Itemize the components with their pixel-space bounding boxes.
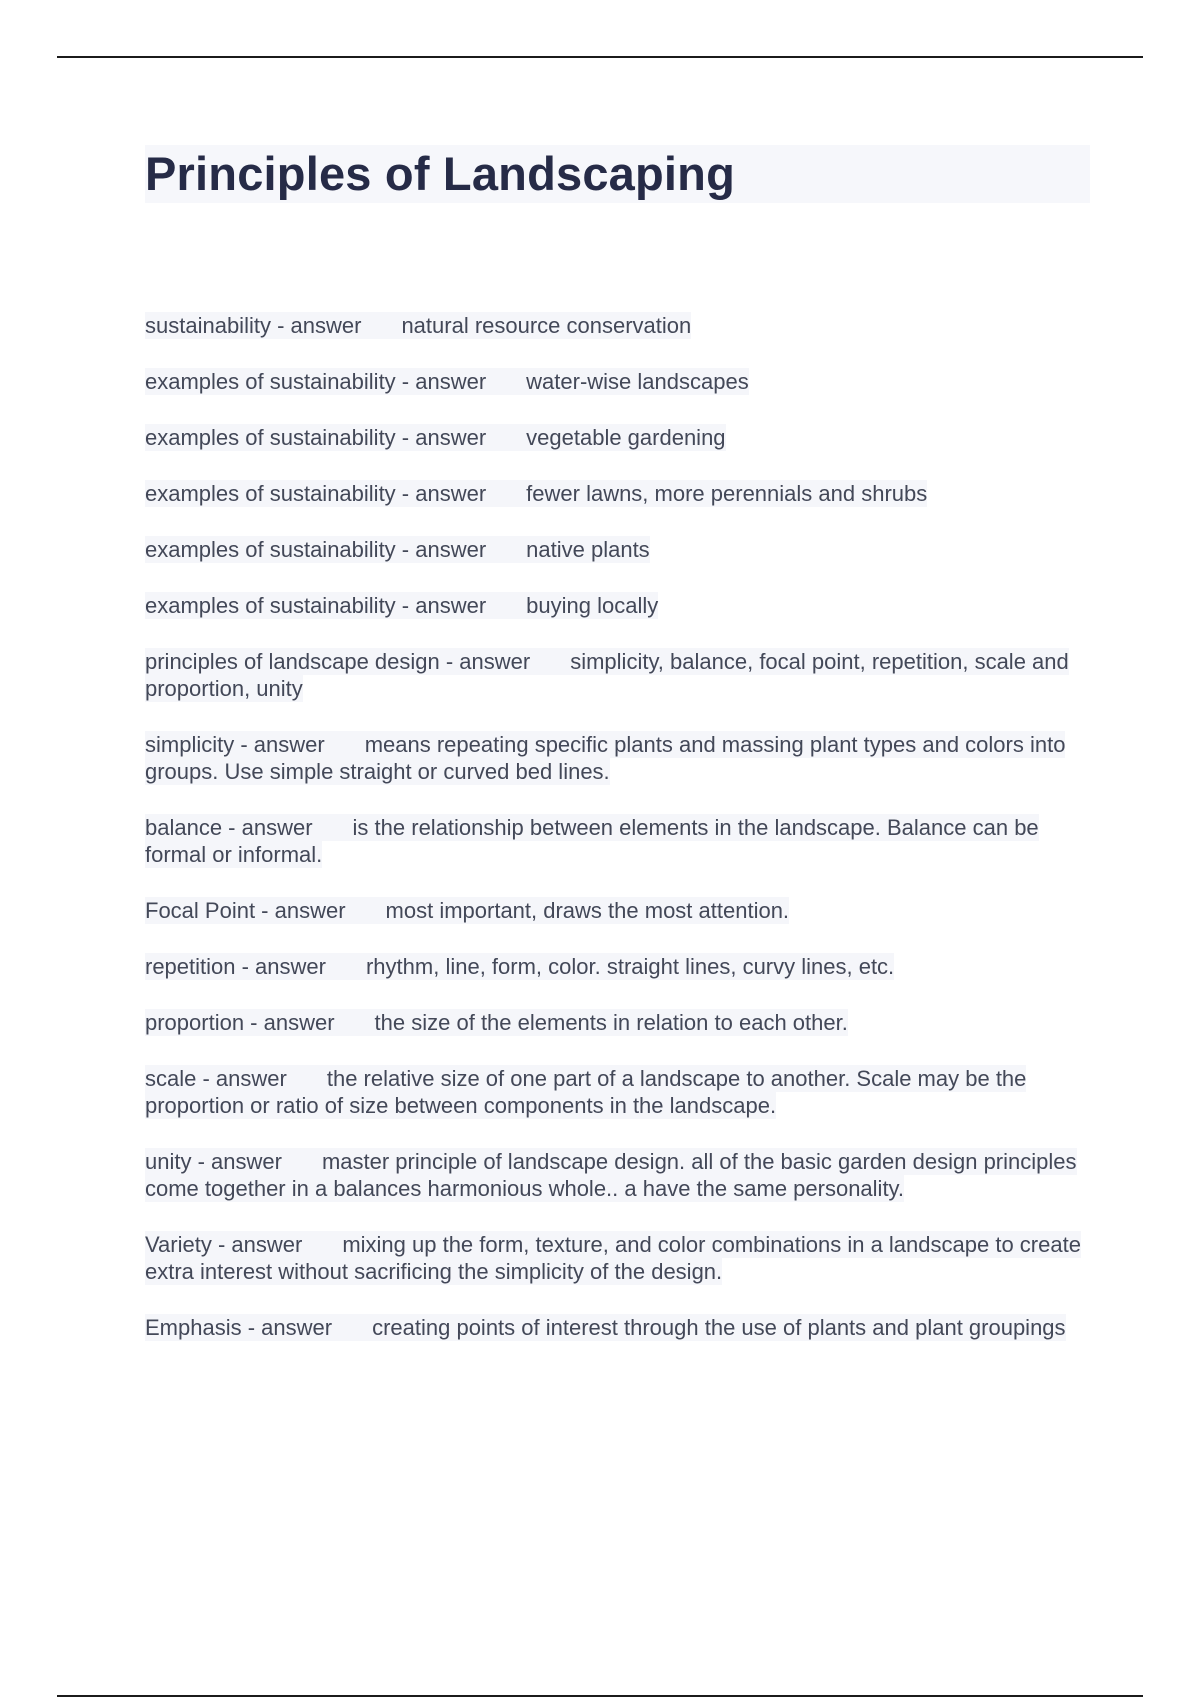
flashcard <box>145 480 1085 507</box>
flashcard-term: examples of sustainability - answer <box>145 481 487 506</box>
flashcard <box>145 368 1085 395</box>
flashcard <box>145 953 1085 980</box>
flashcard <box>145 897 1085 924</box>
flashcard <box>145 1231 1085 1285</box>
flashcard-term: proportion - answer <box>145 1010 335 1035</box>
flashcard-term: Emphasis - answer <box>145 1315 333 1340</box>
page-title: Principles of Landscaping <box>145 147 735 200</box>
flashcard <box>145 592 1085 619</box>
flashcard-definition: mixing up the form, texture, and color combinations in a landscape to create extra interest without sacrificing the simplicity of the design. <box>145 1232 1081 1284</box>
flashcard-term: Focal Point - answer <box>145 898 346 923</box>
flashcard <box>145 731 1085 785</box>
flashcard-definition: buying locally <box>526 593 659 618</box>
flashcard-term: unity - answer <box>145 1149 282 1174</box>
flashcard <box>145 312 1085 339</box>
flashcard-term: principles of landscape design - answer <box>145 649 531 674</box>
flashcard-definition: natural resource conservation <box>401 313 692 338</box>
flashcard-definition: water-wise landscapes <box>526 369 749 394</box>
flashcard-definition: vegetable gardening <box>526 425 726 450</box>
flashcard-list <box>145 312 1085 1370</box>
flashcard-term: examples of sustainability - answer <box>145 593 487 618</box>
flashcard-definition: master principle of landscape design. all of the basic garden design principles come together in a balances harmonious whole.. a have the same personality. <box>145 1149 1077 1201</box>
flashcard <box>145 536 1085 563</box>
flashcard-definition: fewer lawns, more perennials and shrubs <box>526 481 928 506</box>
flashcard-term: Variety - answer <box>145 1232 303 1257</box>
flashcard <box>145 1314 1085 1341</box>
flashcard-term: balance - answer <box>145 815 313 840</box>
flashcard <box>145 424 1085 451</box>
flashcard <box>145 1009 1085 1036</box>
flashcard-term: examples of sustainability - answer <box>145 425 487 450</box>
flashcard-definition: the relative size of one part of a landscape to another. Scale may be the proportion or ratio of size between components in the landscape. <box>145 1066 1027 1118</box>
flashcard-definition: means repeating specific plants and massing plant types and colors into groups. Use simple straight or curved bed lines. <box>145 732 1066 784</box>
flashcard-term: repetition - answer <box>145 954 326 979</box>
flashcard-definition: native plants <box>526 537 650 562</box>
flashcard-term: examples of sustainability - answer <box>145 537 487 562</box>
bottom-rule <box>57 1695 1143 1697</box>
flashcard-definition: most important, draws the most attention. <box>385 898 790 923</box>
flashcard <box>145 1148 1085 1202</box>
flashcard <box>145 1065 1085 1119</box>
flashcard-definition: simplicity, balance, focal point, repetition, scale and proportion, unity <box>145 649 1069 701</box>
flashcard-term: sustainability - answer <box>145 313 362 338</box>
flashcard-term: scale - answer <box>145 1066 287 1091</box>
flashcard-definition: the size of the elements in relation to each other. <box>374 1010 848 1035</box>
flashcard <box>145 648 1085 702</box>
flashcard-definition: is the relationship between elements in the landscape. Balance can be formal or informal. <box>145 815 1039 867</box>
top-rule <box>57 56 1143 58</box>
flashcard-definition: creating points of interest through the use of plants and plant groupings <box>372 1315 1066 1340</box>
flashcard <box>145 814 1085 868</box>
flashcard-term: simplicity - answer <box>145 732 325 757</box>
flashcard-definition: rhythm, line, form, color. straight lines, curvy lines, etc. <box>365 954 895 979</box>
flashcard-term: examples of sustainability - answer <box>145 369 487 394</box>
